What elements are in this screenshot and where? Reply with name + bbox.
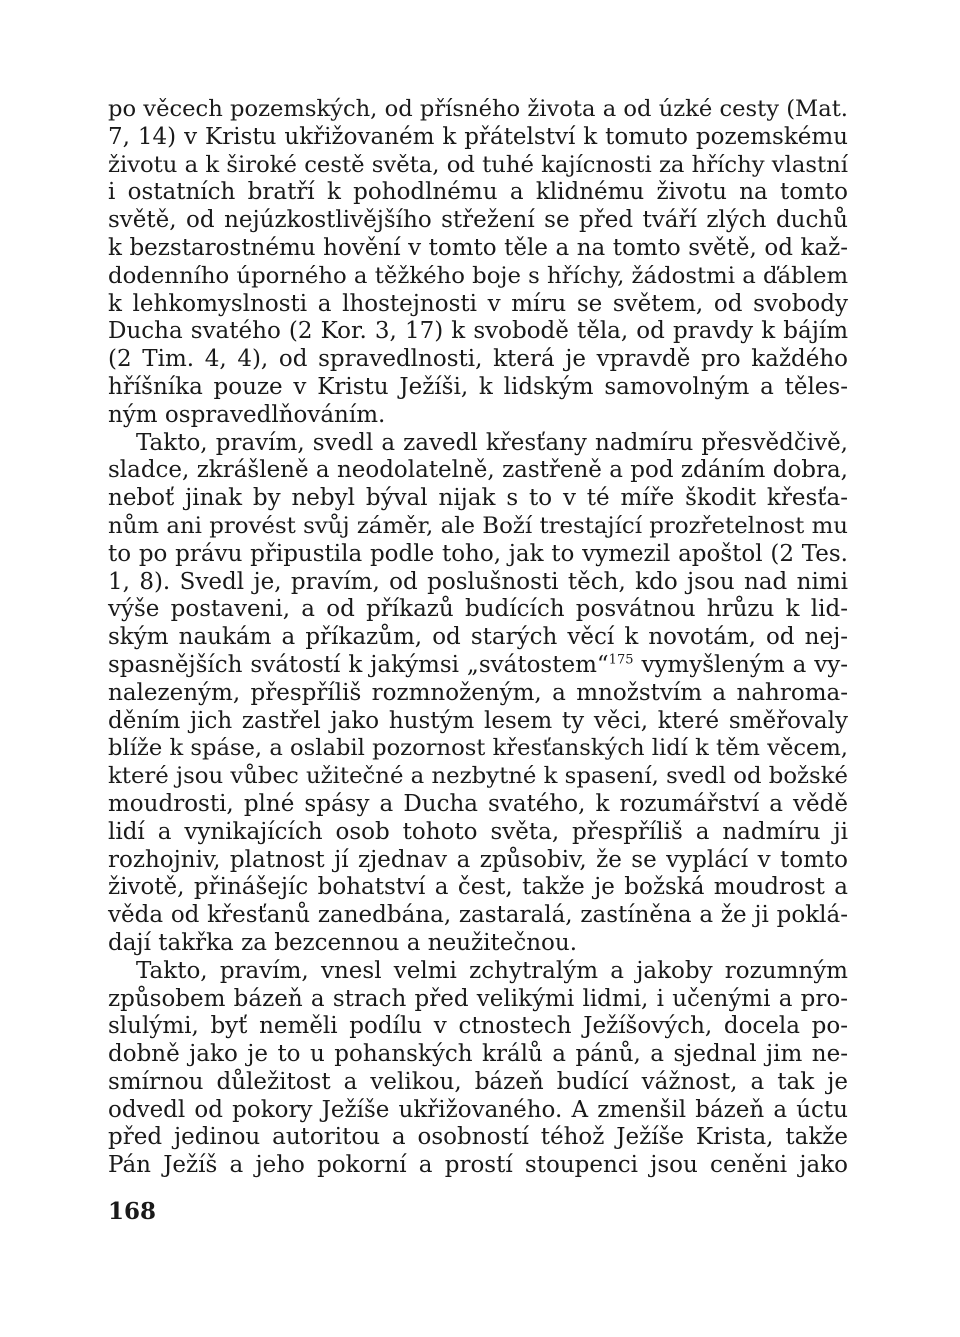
- text-line: [108, 708, 848, 736]
- text-line-content: sladce, zkrášleně a neodolatelně, zastřeně a pod zdáním dobra,: [108, 457, 848, 484]
- text-line: [108, 596, 848, 624]
- text-line-content: Pán Ježíš a jeho pokorní a prostí stoupenci jsou ceněni jako: [108, 1152, 848, 1179]
- text-line-content: 1, 8). Svedl je, pravím, od poslušnosti těch, kdo jsou nad nimi: [108, 568, 848, 595]
- text-line-content: životě, přinášejíc bohatství a čest, takže je božská moudrost a: [108, 874, 848, 901]
- text-line: [108, 624, 848, 652]
- text-line: [108, 96, 848, 124]
- text-line: [108, 1152, 848, 1180]
- text-line-content: blíže k spáse, a oslabil pozornost křesťanských lidí k těm věcem,: [108, 735, 848, 762]
- text-line: [108, 1124, 848, 1152]
- text-line: [108, 541, 848, 569]
- text-line: [108, 179, 848, 207]
- text-line-content: hříšníka pouze v Kristu Ježíši, k lidským samovolným a těles-: [108, 373, 848, 400]
- text-line-content: moudrosti, plné spásy a Ducha svatého, k rozumářství a vědě: [108, 790, 848, 817]
- text-line: [108, 791, 848, 819]
- text-line-content: způsobem bázeň a strach před velikými lidmi, i učenými a pro-: [108, 985, 848, 1012]
- text-line: [108, 986, 848, 1014]
- text-line-content: lidí a vynikajících osob tohoto světa, přespříliš a nadmíru ji: [108, 818, 848, 845]
- text-line: [108, 874, 848, 902]
- text-line: [108, 402, 848, 430]
- text-line: [108, 457, 848, 485]
- text-line: [108, 152, 848, 180]
- text-line: [108, 1097, 848, 1125]
- text-line-content: spasnějších svátostí k jakýmsi „svátostem“: [108, 651, 609, 678]
- body-text: [108, 96, 848, 1180]
- text-line: [108, 263, 848, 291]
- text-line-content: po věcech pozemských, od přísného života a od úzké cesty (Mat.: [108, 96, 848, 122]
- text-line-content: výše postaveni, a od příkazů budících posvátnou hrůzu k lid-: [108, 596, 848, 623]
- text-line-content: 7, 14) v Kristu ukřižovaném k přátelství k tomuto pozemskému: [108, 123, 848, 150]
- text-line-content: před jedinou autoritou a osobností téhož Ježíše Krista, takže: [108, 1124, 848, 1151]
- text-line: [108, 513, 848, 541]
- text-line: [108, 652, 848, 680]
- text-line-content: to po právu připustila podle toho, jak to vymezil apoštol (2 Tes.: [108, 540, 848, 567]
- text-line-continuation: vymyšleným a vy-: [633, 651, 848, 678]
- text-line: [108, 207, 848, 235]
- text-line-content: dodenního úporného a těžkého boje s hříchy, žádostmi a ďáblem: [108, 262, 849, 289]
- text-line: [108, 1069, 848, 1097]
- footnote-marker: 175: [608, 652, 634, 668]
- text-line: [108, 763, 848, 791]
- text-line-content: smírnou důležitost a velikou, bázeň budící vážnost, a tak je: [108, 1068, 848, 1095]
- text-line: [108, 680, 848, 708]
- text-line-content: Takto, pravím, vnesl velmi zchytralým a jakoby rozumným: [136, 957, 848, 984]
- text-line: [108, 485, 848, 513]
- text-line: [108, 374, 848, 402]
- text-line-content: k bezstarostnému hovění v tomto těle a na tomto světě, od kaž-: [108, 234, 848, 261]
- text-line-content: nům ani provést svůj záměr, ale Boží trestající prozřetelnost mu: [108, 512, 848, 539]
- text-line: [108, 569, 848, 597]
- text-line-content: nalezeným, přespříliš rozmnoženým, a množstvím a nahroma-: [108, 679, 848, 706]
- text-line-content: dají takřka za bezcennou a neužitečnou.: [108, 929, 578, 956]
- text-line: [108, 291, 848, 319]
- text-line-content: Takto, pravím, svedl a zavedl křesťany nadmíru přesvědčivě,: [136, 429, 848, 456]
- text-line: [108, 847, 848, 875]
- text-line: [108, 735, 848, 763]
- text-line-content: (2 Tim. 4, 4), od spravedlnosti, která je vpravdě pro každého: [108, 346, 848, 373]
- text-line-content: ským naukám a příkazům, od starých věcí k novotám, od nej-: [108, 624, 848, 651]
- text-line-content: Ducha svatého (2 Kor. 3, 17) k svobodě těla, od pravdy k bájím: [108, 318, 848, 345]
- text-line: [108, 430, 848, 458]
- text-line-content: ným ospravedlňováním.: [108, 401, 386, 428]
- text-line-content: k lehkomyslnosti a lhostejnosti v míru se světem, od svobody: [108, 290, 848, 317]
- text-line-content: i ostatních bratří k pohodlnému a klidnému životu na tomto: [108, 179, 848, 206]
- text-line-content: životu a k široké cestě světa, od tuhé kajícnosti za hříchy vlastní: [108, 151, 848, 178]
- page-number: 168: [108, 1198, 157, 1225]
- text-line-content: které jsou vůbec užitečné a nezbytné k spasení, svedl od božské: [108, 763, 848, 790]
- text-line: [108, 235, 848, 263]
- text-line: [108, 819, 848, 847]
- text-line: [108, 346, 848, 374]
- text-line: [108, 318, 848, 346]
- text-line-content: věda od křesťanů zanedbána, zastaralá, zastíněna a že ji poklá-: [108, 902, 848, 929]
- text-line: [108, 958, 848, 986]
- text-line-content: světě, od nejúzkostlivějšího střežení se před tváří zlých duchů: [108, 207, 848, 234]
- text-line: [108, 930, 848, 958]
- text-line-content: rozhojniv, platnost jí zjednav a způsobiv, že se vyplácí v tomto: [108, 846, 848, 873]
- text-line-content: dobně jako je to u pohanských králů a pánů, a sjednal jim ne-: [108, 1041, 848, 1068]
- text-line: [108, 124, 848, 152]
- text-line-content: děním jich zastřel jako hustým lesem ty věci, které směřovaly: [108, 707, 848, 734]
- text-line: [108, 1041, 848, 1069]
- text-line-content: slulými, byť neměli podílu v ctnostech Ježíšových, docela po-: [108, 1013, 848, 1040]
- text-line: [108, 1013, 848, 1041]
- text-line: [108, 902, 848, 930]
- text-line-content: neboť jinak by nebyl býval nijak s to v té míře škodit křesťa-: [108, 485, 848, 512]
- text-line-content: odvedl od pokory Ježíše ukřižovaného. A zmenšil bázeň a úctu: [108, 1096, 848, 1123]
